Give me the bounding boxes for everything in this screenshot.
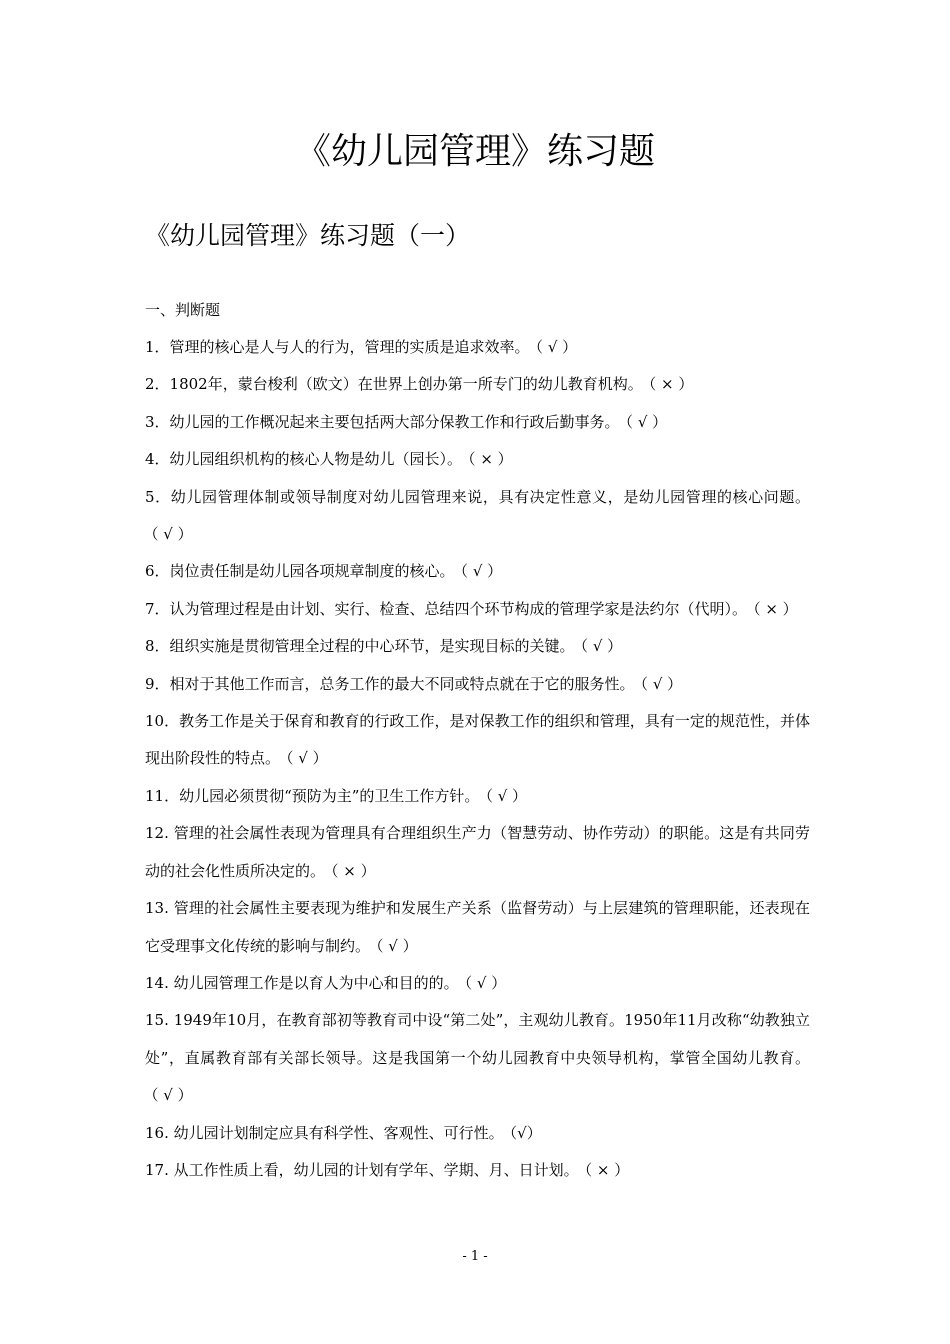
question-text: 7．认为管理过程是由计划、实行、检查、总结四个环节构成的管理学家是法约尔（代明）。 (145, 599, 748, 618)
answer-mark: （ √ ） (580, 637, 623, 656)
question-item (145, 815, 810, 890)
question-text: 6．岗位责任制是幼儿园各项规章制度的核心。 (145, 562, 455, 581)
question-text: 3．幼儿园的工作概况起来主要包括两大部分保教工作和行政后勤事务。 (145, 412, 620, 431)
answer-mark: （ √ ） (464, 973, 507, 992)
question-text: 4．幼儿园组织机构的核心人物是幼儿（园长）。 (145, 450, 463, 469)
question-text: 2．1802年，蒙台梭利（欧文）在世界上创办第一所专门的幼儿教育机构。 (145, 375, 643, 394)
question-text: 17. 从工作性质上看，幼儿园的计划有学年、学期、月、日计划。 (145, 1160, 579, 1179)
question-item (145, 965, 810, 1002)
question-text: 1．管理的核心是人与人的行为，管理的实质是追求效率。 (145, 338, 530, 356)
document-title: 《幼儿园管理》练习题 (294, 131, 655, 172)
question-item (145, 329, 810, 366)
question-text: 11．幼儿园必须贯彻“预防为主”的卫生工作方针。 (145, 786, 480, 805)
question-item (145, 1152, 810, 1189)
answer-mark: （ √ ） (460, 562, 503, 581)
section-heading: 一、判断题 (145, 301, 221, 319)
question-text: 5．幼儿园管理体制或领导制度对幼儿园管理来说，具有决定性意义，是幼儿园管理的核心问题。 (145, 487, 810, 506)
answer-mark: （ × ） (584, 1160, 630, 1179)
question-item (145, 666, 810, 703)
answer-mark: （ × ） (753, 599, 798, 618)
question-text: 14. 幼儿园管理工作是以育人为中心和目的的。 (145, 973, 459, 992)
question-item (145, 1115, 810, 1152)
question-item (145, 591, 810, 628)
question-item (145, 890, 810, 965)
document-content (145, 292, 810, 1189)
question-text: 8．组织实施是贯彻管理全过程的中心环节，是实现目标的关键。 (145, 637, 575, 656)
question-item (145, 441, 810, 478)
answer-mark: （ √ ） (485, 786, 528, 805)
answer-mark: （ √ ） (535, 338, 578, 356)
answer-mark: （ √ ） (376, 936, 418, 955)
answer-mark: （ √ ） (151, 1086, 193, 1105)
question-text: 12. 管理的社会属性表现为管理具有合理组织生产力（智慧劳动、协作劳动）的职能。这是有共同劳动的社会化性质所决定的。 (145, 824, 810, 880)
question-text: 15. 1949年10月，在教育部初等教育司中设“第二处”，主观幼儿教育。1950年11月改称“幼教独立处”，直属教育部有关部长领导。这是我国第一个幼儿园教育中央领导机构，掌管全国幼儿教育。 (145, 1011, 810, 1067)
answer-mark: （ × ） (331, 861, 376, 880)
section-subtitle: 《幼儿园管理》练习题（一） (145, 221, 471, 250)
answer-mark: （ √ ） (286, 749, 328, 768)
question-item (145, 366, 810, 403)
question-item (145, 1002, 810, 1114)
answer-mark: （ × ） (468, 450, 513, 469)
question-item (145, 404, 810, 441)
question-text: 13. 管理的社会属性主要表现为维护和发展生产关系（监督劳动）与上层建筑的管理职能，还表现在它受理事文化传统的影响与制约。 (145, 899, 810, 955)
question-text: 9．相对于其他工作而言，总务工作的最大不同或特点就在于它的服务性。 (145, 674, 635, 693)
page-number: - 1 - (462, 1249, 488, 1264)
answer-mark: （ √ ） (151, 525, 193, 544)
question-item (145, 703, 810, 778)
question-item (145, 778, 810, 815)
question-item (145, 553, 810, 590)
question-text: 16. 幼儿园计划制定应具有科学性、客观性、可行性。 (145, 1123, 504, 1142)
answer-mark: （ √ ） (625, 412, 668, 431)
answer-mark: （√） (509, 1123, 542, 1142)
answer-mark: （ × ） (648, 375, 694, 394)
question-item (145, 628, 810, 665)
answer-mark: （ √ ） (640, 674, 683, 693)
question-list (145, 329, 810, 1189)
question-item (145, 479, 810, 554)
question-text: 10．教务工作是关于保育和教育的行政工作，是对保教工作的组织和管理，具有一定的规范性，并体现出阶段性的特点。 (145, 712, 810, 768)
